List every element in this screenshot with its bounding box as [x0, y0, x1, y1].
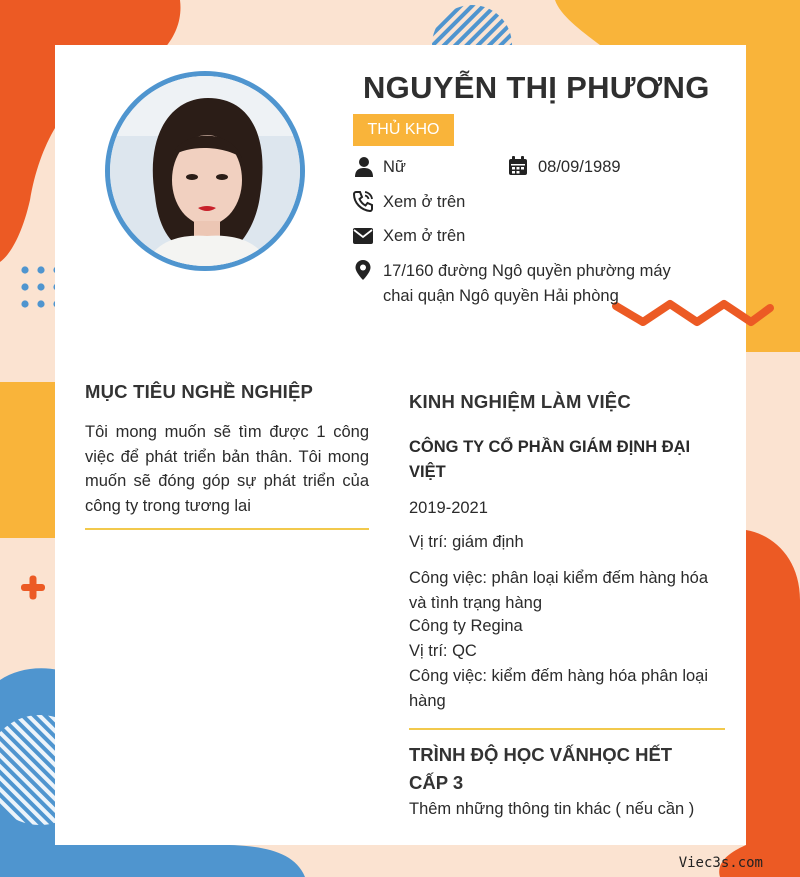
- education-title: TRÌNH ĐỘ HỌC VẤNHỌC HẾT CẤP 3: [409, 744, 673, 793]
- company-2: Công ty Regina: [409, 617, 523, 635]
- education-note: Thêm những thông tin khác ( nếu cần ): [409, 800, 695, 818]
- experience-title: KINH NGHIỆM LÀM VIỆC: [409, 391, 631, 412]
- calendar-icon: [507, 155, 529, 177]
- plus-decoration: [21, 576, 45, 600]
- address-line-1: 17/160 đường Ngô quyền phường máy: [383, 262, 671, 280]
- zigzag-decoration: [608, 292, 778, 332]
- envelope-icon: [352, 225, 374, 247]
- map-pin-icon: [352, 259, 374, 281]
- gender-value: Nữ: [383, 158, 406, 176]
- work-position: Vị trí: giám định: [409, 533, 524, 551]
- avatar-photo: [110, 76, 300, 266]
- objective-text: Tôi mong muốn sẽ tìm được 1 công việc để phát triển bản thân. Tôi mong muốn sẽ đóng góp sự phát triển của công ty trong tương lai: [85, 423, 369, 515]
- phone-icon: [352, 190, 374, 212]
- phone-value: Xem ở trên: [383, 193, 466, 211]
- birthdate-value: 08/09/1989: [538, 158, 621, 176]
- objective-title: MỤC TIÊU NGHỀ NGHIỆP: [85, 381, 314, 402]
- work-duty-1: Công việc: phân loại kiểm đếm hàng hóa và tình trạng hàng: [409, 569, 709, 612]
- company-name: CÔNG TY CỔ PHẦN GIÁM ĐỊNH ĐẠI VIỆT: [409, 438, 691, 481]
- objective-divider: [85, 528, 369, 530]
- striped-circle-top: [432, 5, 512, 45]
- avatar: [105, 71, 305, 271]
- candidate-name: NGUYỄN THỊ PHƯƠNG: [363, 70, 710, 105]
- experience-divider: [409, 728, 725, 730]
- work-period: 2019-2021: [409, 499, 488, 517]
- person-icon: [353, 156, 375, 178]
- address-line-2: chai quận Ngô quyền Hải phòng: [383, 287, 619, 305]
- work-position-2: Vị trí: QC: [409, 642, 477, 660]
- email-value: Xem ở trên: [383, 227, 466, 245]
- yellow-half-circle-left: [0, 382, 55, 538]
- job-title-badge: THỦ KHO: [353, 114, 454, 146]
- work-duty-2: Công việc: kiểm đếm hàng hóa phân loại hàng: [409, 667, 709, 710]
- site-watermark: Viec3s.com: [678, 855, 763, 871]
